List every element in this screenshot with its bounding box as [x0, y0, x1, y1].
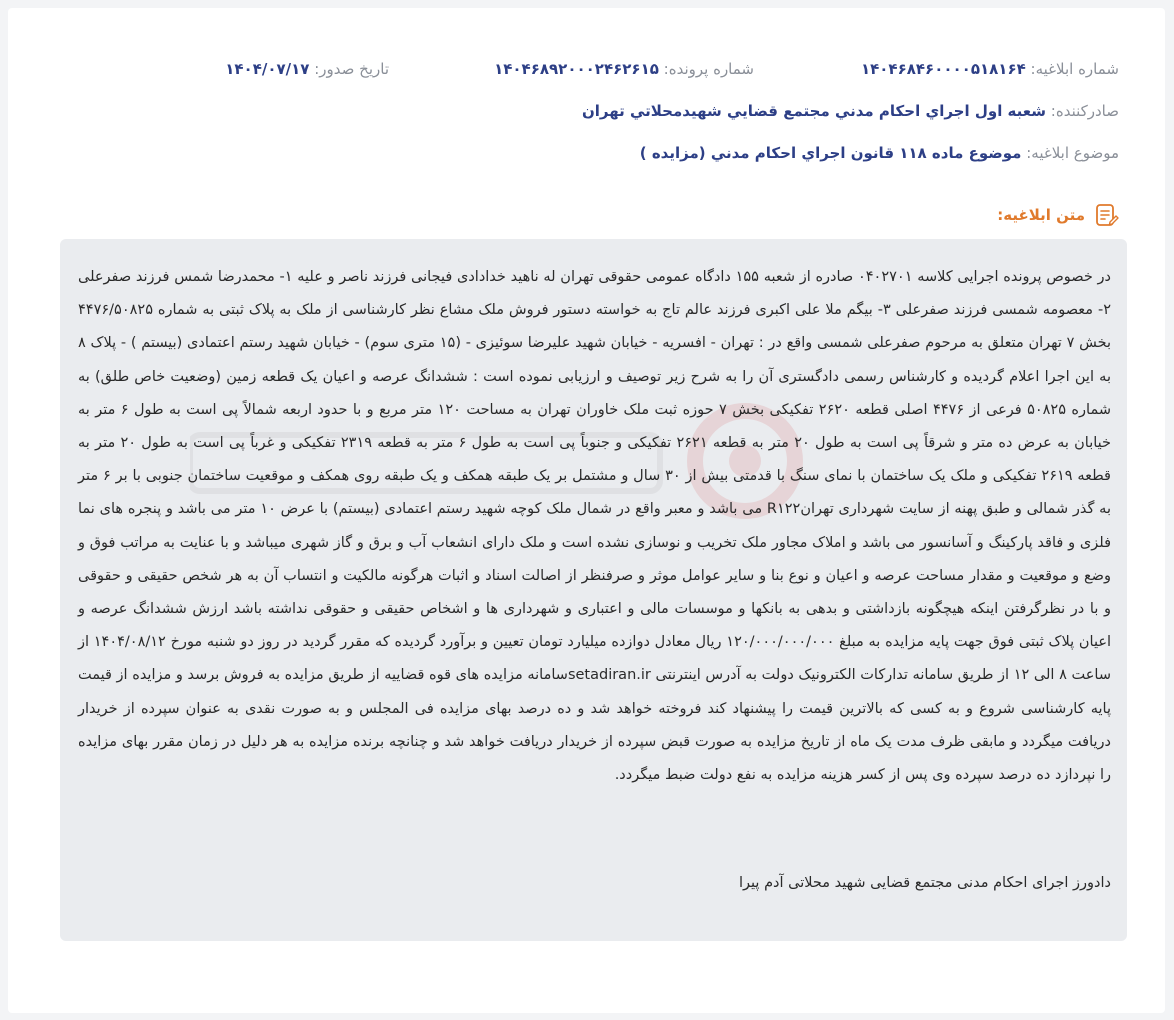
subject-row: [54, 142, 1119, 164]
notice-text-title: متن ابلاغیه:: [997, 206, 1085, 224]
notice-card: [8, 8, 1165, 1013]
notice-signature: دادورز اجرای احکام مدنی مجتمع قضایی شهید محلاتی آدم پیرا: [739, 875, 1111, 891]
subject-value: موضوع ماده ۱۱۸ قانون اجراي احكام مدني (مزايده ): [639, 144, 1022, 162]
notice-number-value: ۱۴۰۴۶۸۴۶۰۰۰۰۵۱۸۱۶۴: [860, 60, 1026, 78]
notice-text-box: [60, 239, 1127, 941]
case-number-label: شماره پرونده:: [663, 60, 754, 78]
issuer-label: صادرکننده:: [1050, 102, 1119, 120]
document-icon: [1093, 202, 1119, 228]
meta-row-numbers: [54, 58, 1119, 80]
issue-date-value: ۱۴۰۴/۰۷/۱۷: [225, 60, 310, 78]
case-number-field: [494, 60, 754, 78]
subject-label: موضوع ابلاغیه:: [1026, 144, 1119, 162]
issue-date-field: [225, 60, 389, 78]
issue-date-label: تاریخ صدور:: [314, 60, 389, 78]
issuer-value: شعبه اول اجراي احكام مدني مجتمع قضايي شهيدمحلاتي تهران: [581, 102, 1046, 120]
notice-body-text: در خصوص پرونده اجرایی کلاسه ۰۴۰۲۷۰۱ صادره از شعبه ۱۵۵ دادگاه عمومی حقوقی تهران له ناهید خدادادی فیجانی فرزند ناصر و علیه ۱- محمدرضا شمس فرزند صفرعلی ۲- معصومه شمسی فرزند صفرعلی ۳- بیگم ملا علی اکبری فرزند عالم تاج به خواسته دستور فروش ملک مشاع نظر کارشناسی از ملک به پلاک ثبتی به شماره ۴۴۷۶/۵۰۸۲۵ بخش ۷ تهران متعلق به مرحوم صفرعلی شمسی واقع در : تهران - افسریه - خیابان شهید علیرضا سوئیزی - (۱۵ متری سوم) - خیابان شهید رستم اعتمادی (بیستم ) - پلاک ۸ به این اجرا اعلام گردیده و کارشناس رسمی دادگستری آن را به شرح زیر توصیف و ارزیابی نموده است : ششدانگ عرصه و اعیان یک قطعه زمین (وضعیت خاص طلق) به شماره ۵۰۸۲۵ فرعی از ۴۴۷۶ اصلی قطعه ۲۶۲۰ تفکیکی بخش ۷ حوزه ثبت ملک خاوران تهران به مساحت ۱۲۰ متر مربع و با حدود اربعه شمالاً پی است به طول ۶ متر به خیابان به عرض ده متر و شرقاً پی است به طول ۲۰ متر به قطعه ۲۶۲۱ تفکیکی و جنوباً پی است به طول ۶ متر به قطعه ۲۳۱۹ تفکیکی و غرباً پی است به طول ۲۰ متر به قطعه ۲۶۱۹ تفکیکی و ملک یک ساختمان با نمای سنگ با قدمتی بیش از ۳۰ سال و مشتمل بر یک طبقه همکف و یک طبقه روی همکف و موقعیت ساختمان جنوبی با بر ۶ متر به گذر شمالی و طبق پهنه از سایت شهرداری تهرانR۱۲۲ می باشد و معبر واقع در شمال ملک کوچه شهید رستم اعتمادی (بیستم) با عرض ۱۰ متر می باشد و پنجره های نما فلزی و فاقد پارکینگ و آسانسور می باشد و املاک مجاور ملک تخریب و نوسازی نشده است و ملک دارای انشعاب آب و برق و گاز شهری میباشد و با عنایت به مراتب فوق و وضع و موقعیت و مقدار مساحت عرصه و اعیان و نوع بنا و سایر عوامل موثر و صرفنظر از اصالت اسناد و اثبات هرگونه مالکیت و انتساب آن به هر شخص حقیقی و حقوقی و با در نظرگرفتن اینکه هیچگونه بازداشتی و بدهی به بانکها و موسسات مالی و اعتباری و شهرداری ها و اشخاص حقیقی و حقوقی نداشته باشد ارزش ششدانگ عرصه و اعیان پلاک ثبتی فوق جهت پایه مزایده به مبلغ ۱۲۰/۰۰۰/۰۰۰/۰۰۰ ریال معادل دوازده میلیارد تومان تعیین و برآورد گردیده که مقرر گردید در روز دو شنبه مورخ ۱۴۰۴/۰۸/۱۲ از ساعت ۸ الی ۱۲ از طریق سامانه تدارکات الکترونیک دولت به آدرس اینترنتی setadiran.irسامانه مزایده های قوه قضاییه از طریق مزایده به فروش برسد و مزایده از قیمت پایه کارشناسی شروع و به کسی که بالاترین قیمت را پیشنهاد کند فروخته خواهد شد و ده درصد بهای مزایده فی المجلس و به صورت نقدی به عنوان سپرده از خریدار دریافت میگردد و مابقی ظرف مدت یک ماه از تاریخ مزایده به صورت قبض سپرده از خریدار دریافت خواهد شد و چنانچه برنده مزایده به هر دلیل در زمان مقرر بهای مزایده را نپردازد ده درصد سپرده وی پس از کسر هزینه مزایده به نفع دولت ضبط میگردد.: [78, 269, 1112, 784]
notice-number-label: شماره ابلاغیه:: [1030, 60, 1119, 78]
issuer-row: [54, 100, 1119, 122]
case-number-value: ۱۴۰۴۶۸۹۲۰۰۰۲۴۶۲۶۱۵: [494, 60, 659, 78]
notice-number-field: [861, 60, 1119, 78]
notice-text-heading: [997, 202, 1119, 228]
